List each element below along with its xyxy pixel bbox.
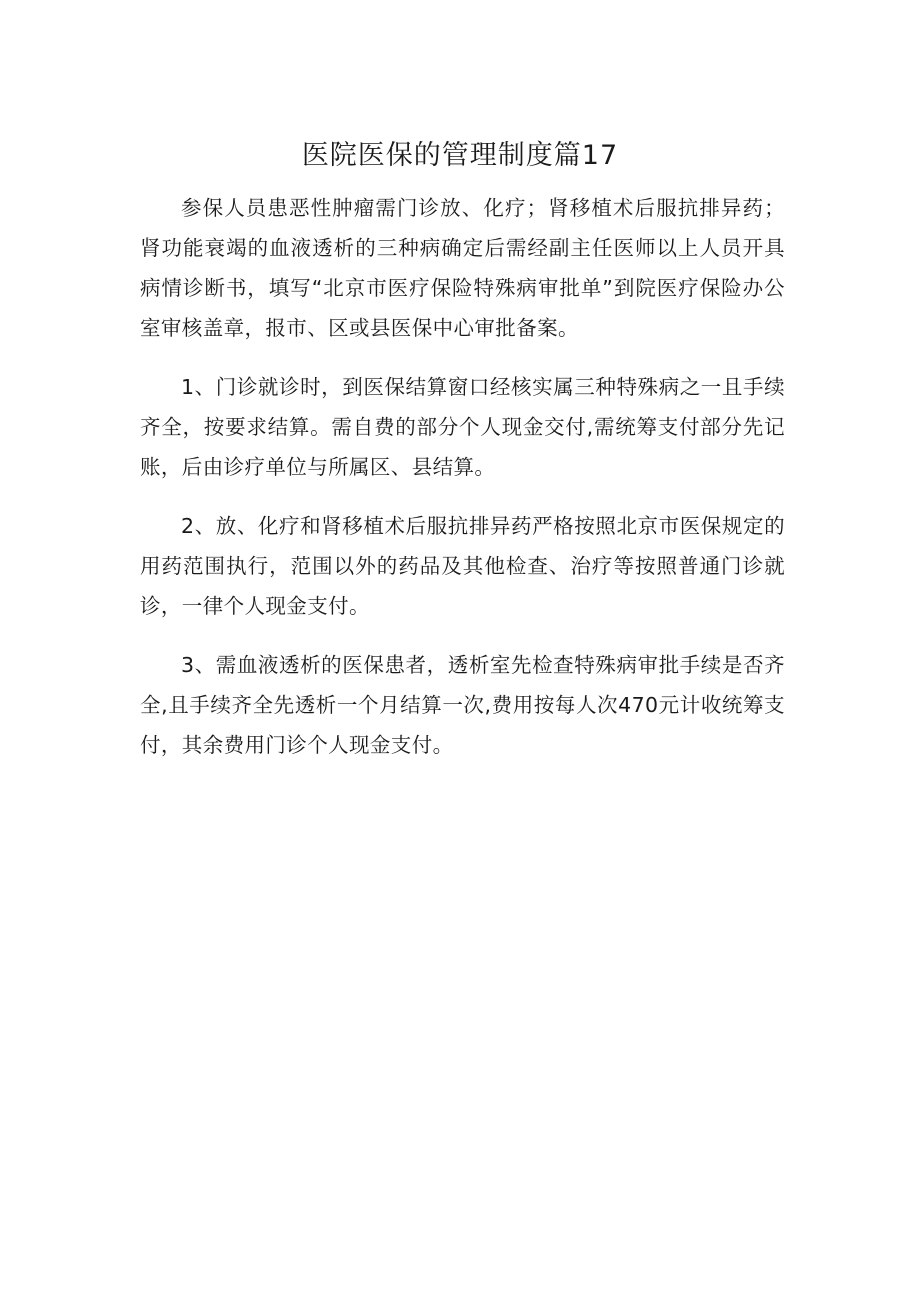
paragraph-item-3: 3、需血液透析的医保患者，透析室先检查特殊病审批手续是否齐全,且手续齐全先透析一个月结算一次,费用按每人次470元计收统筹支付，其余费用门诊个人现金支付。 — [140, 653, 785, 757]
document-title: 医院医保的管理制度篇17 — [301, 140, 619, 171]
paragraph-intro: 参保人员患恶性肿瘤需门诊放、化疗；肾移植术后服抗排异药；肾功能衰竭的血液透析的三种病确定后需经副主任医师以上人员开具病情诊断书，填写“北京市医疗保险特殊病审批单”到院医疗保险办公室审核盖章，报市、区或县医保中心审批备案。 — [140, 196, 785, 340]
document-body — [140, 188, 785, 784]
paragraph-item-1: 1、门诊就诊时，到医保结算窗口经核实属三种特殊病之一且手续齐全，按要求结算。需自费的部分个人现金交付,需统筹支付部分先记账，后由诊疗单位与所属区、县结算。 — [140, 375, 785, 479]
paragraph-item-2: 2、放、化疗和肾移植术后服抗排异药严格按照北京市医保规定的用药范围执行，范围以外的药品及其他检查、治疗等按照普通门诊就诊，一律个人现金支付。 — [140, 514, 785, 618]
